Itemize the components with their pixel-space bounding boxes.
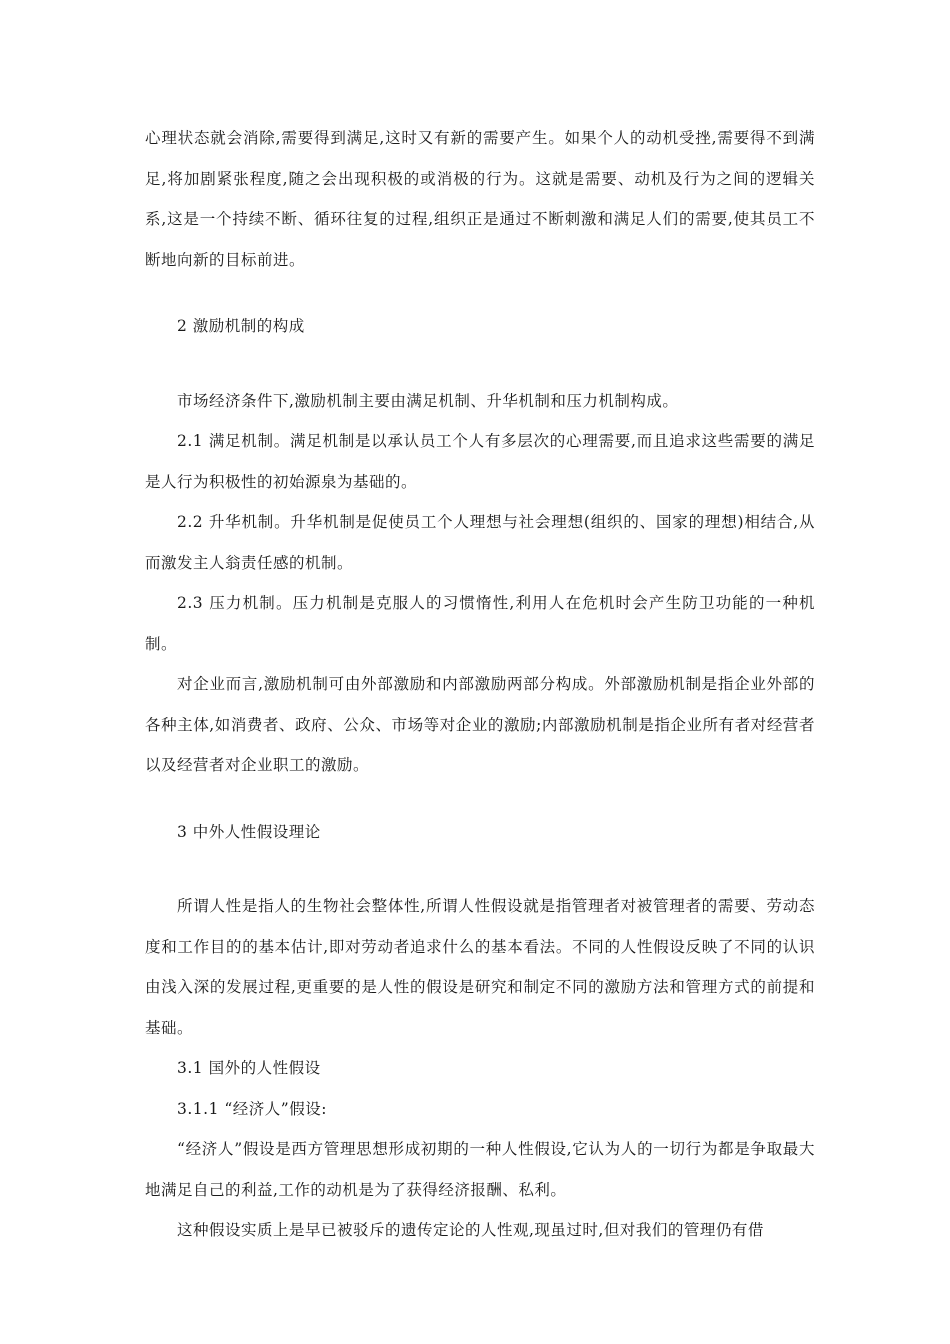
paragraph-continuation: 心理状态就会消除,需要得到满足,这时又有新的需要产生。如果个人的动机受挫,需要得不到满足,将加剧紧张程度,随之会出现积极的或消极的行为。这就是需要、动机及行为之间的逻辑关系,这是一个持续不断、循环往复的过程,组织正是通过不断刺激和满足人们的需要,使其员工不断地向新的目标前进。 — [145, 129, 815, 269]
section-2-2-paragraph: 2.2 升华机制。升华机制是促使员工个人理想与社会理想(组织的、国家的理想)相结合,从而激发主人翁责任感的机制。 — [145, 513, 815, 572]
section-3-heading: 3 中外人性假设理论 — [177, 822, 321, 841]
section-3-intro: 所谓人性是指人的生物社会整体性,所谓人性假设就是指管理者对被管理者的需要、劳动态度和工作目的的基本估计,即对劳动者追求什么的基本看法。不同的人性假设反映了不同的认识由浅入深的发展过程,更重要的是人性的假设是研究和制定不同的激励方法和管理方式的前提和基础。 — [145, 897, 815, 1037]
section-2-3-paragraph: 2.3 压力机制。压力机制是克服人的习惯惰性,利用人在危机时会产生防卫功能的一种机制。 — [145, 594, 815, 653]
economic-man-paragraph: “经济人”假设是西方管理思想形成初期的一种人性假设,它认为人的一切行为都是争取最大地满足自己的利益,工作的动机是为了获得经济报酬、私利。 — [145, 1140, 815, 1199]
subsection-3-1-1-heading: 3.1.1 “经济人”假设: — [177, 1099, 327, 1118]
section-2-summary-paragraph: 对企业而言,激励机制可由外部激励和内部激励两部分构成。外部激励机制是指企业外部的各种主体,如消费者、政府、公众、市场等对企业的激励;内部激励机制是指企业所有者对经营者以及经营者对企业职工的激励。 — [145, 675, 815, 774]
subsection-3-1-heading: 3.1 国外的人性假设 — [177, 1059, 321, 1077]
document-body — [145, 118, 815, 1251]
economic-man-critique-paragraph: 这种假设实质上是早已被驳斥的遗传定论的人性观,现虽过时,但对我们的管理仍有借 — [177, 1221, 764, 1239]
section-2-intro: 市场经济条件下,激励机制主要由满足机制、升华机制和压力机制构成。 — [177, 391, 679, 410]
section-2-heading: 2 激励机制的构成 — [177, 317, 305, 335]
section-2-1-paragraph: 2.1 满足机制。满足机制是以承认员工个人有多层次的心理需要,而且追求这些需要的满足是人行为积极性的初始源泉为基础的。 — [145, 432, 815, 491]
